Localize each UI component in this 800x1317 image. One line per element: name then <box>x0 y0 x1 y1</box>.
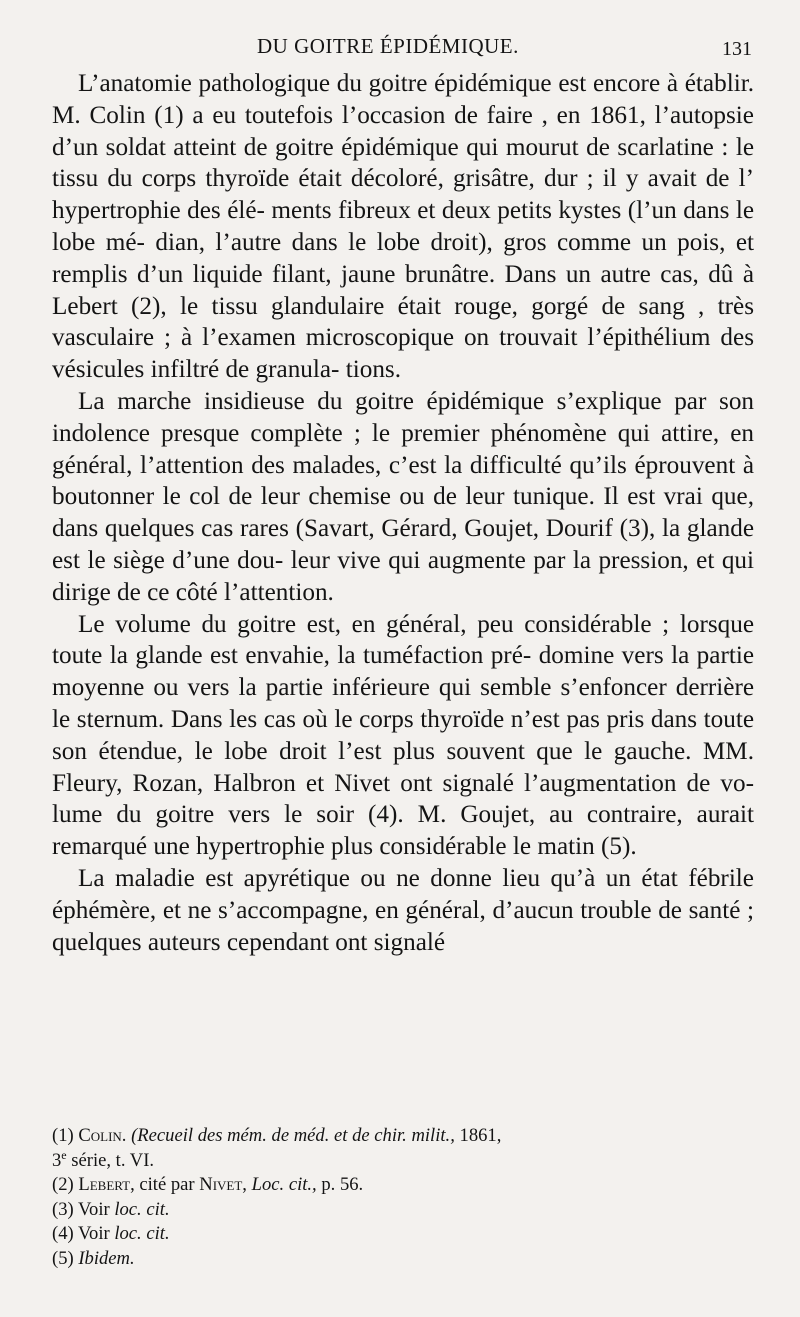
footnote-5 <box>52 1247 754 1272</box>
footnote-text: Voir <box>78 1223 110 1244</box>
footnote-author: Nivet, <box>199 1174 247 1195</box>
footnote-number: (4) <box>52 1223 74 1244</box>
footnote-ref: loc. cit. <box>114 1198 170 1220</box>
text-line: qu’ils éprouvent à boutonner le col de leur chemise ou de <box>52 451 755 511</box>
footnotes <box>52 1124 754 1271</box>
footnote-4 <box>52 1222 754 1247</box>
text-line: L’anatomie pathologique du goitre épidémique est encore <box>78 70 661 97</box>
footnote-author: Colin. <box>78 1125 127 1146</box>
text-line: à établir. M. Colin (1) a eu toutefois l’occasion de faire , <box>52 70 754 129</box>
footnote-1 <box>52 1124 754 1173</box>
text-line: dian, l’autre dans le lobe droit), gros comme un pois, et <box>155 228 755 256</box>
text-line: Gérard, Goujet, Dourif (3), la glande est le siège d’une dou- <box>52 515 754 574</box>
footnote-ref: loc. cit. <box>114 1223 170 1244</box>
text-line: attire, en général, l’attention des malades, c’est la difficulté <box>52 419 754 479</box>
footnote-text: cité par <box>139 1174 195 1195</box>
text-line: Le volume du goitre est, en général, peu considérable ; <box>78 610 670 638</box>
text-line: La marche insidieuse du goitre épidémique s’explique par <box>78 387 707 415</box>
text-line: aurait remarqué une hypertrophie plus considérable le <box>52 801 754 861</box>
text-line: de sang , très vasculaire ; à l’examen microscopique on <box>52 292 754 352</box>
text-line: le lobe droit l’est plus souvent que le gauche. MM. Fleury, <box>52 737 754 797</box>
footnote-number: (2) <box>52 1174 74 1195</box>
footnote-2 <box>52 1173 754 1198</box>
paragraph <box>52 68 754 386</box>
text-line: ments fibreux et deux petits kystes (l’un dans le lobe mé- <box>52 197 755 256</box>
text-line: domine vers la partie moyenne ou vers la partie inférieure <box>52 642 755 702</box>
paragraph <box>52 386 754 609</box>
footnote-page: p. 56. <box>321 1174 364 1195</box>
text-line: cas, dû à Lebert (2), le tissu glandulaire était rouge, gorgé <box>52 260 755 320</box>
footnote-ref: Ibidem. <box>78 1247 135 1269</box>
footnote-number: (1) <box>52 1125 74 1146</box>
text-line: remplis d’un liquide filant, jaune brunâtre. Dans un autre <box>52 260 651 288</box>
body-text <box>52 68 754 958</box>
paragraph <box>52 609 754 863</box>
footnote-number: (5) <box>52 1247 74 1269</box>
footnote-year: 1861, <box>459 1125 502 1146</box>
text-line: en 1861, l’autopsie d’un soldat atteint de goitre épidémique <box>52 101 754 161</box>
footnote-number: (3) <box>52 1198 74 1220</box>
text-line: La maladie est apyrétique ou ne donne lieu qu’à un état <box>78 864 678 892</box>
running-title: DU GOITRE ÉPIDÉMIQUE. <box>257 34 519 58</box>
paragraph <box>52 863 754 958</box>
text-line: lorsque toute la glande est envahie, la tuméfaction pré- <box>52 610 755 670</box>
footnote-text: Voir <box>78 1198 110 1220</box>
footnote-3 <box>52 1198 754 1223</box>
text-line: Rozan, Halbron et Nivet ont signalé l’augmentation de vo- <box>132 769 755 797</box>
page-number: 131 <box>722 38 752 60</box>
footnote-series-rest: série, t. VI. <box>71 1149 155 1171</box>
text-line: où le corps thyroïde n’est pas pris dans toute son étendue, <box>52 705 755 765</box>
text-line: lume du goitre vers le soir (4). M. Goujet, au contraire, <box>52 801 683 829</box>
text-line: matin (5). <box>537 833 637 861</box>
text-line: décoloré, grisâtre, dur ; il y avait de l’ hypertrophie des élé- <box>52 165 755 225</box>
text-line: leur vive qui augmente par la pression, et qui dirige de ce <box>52 546 754 606</box>
text-line: qui semble s’enfoncer derrière le sternum. Dans les cas <box>52 674 755 733</box>
text-line: son indolence presque complète ; le premier phénomène qui <box>52 387 755 447</box>
footnote-source: (Recueil des mém. de méd. et de chir. milit., <box>131 1125 455 1146</box>
text-line: tions. <box>345 356 402 384</box>
footnote-series-sup: e <box>61 1147 67 1162</box>
text-line: trouvait l’épithélium des vésicules infiltré de granula- <box>52 324 754 384</box>
page-header <box>52 34 756 64</box>
text-line: fébrile éphémère, et ne s’accompagne, en général, d’aucun <box>52 864 754 924</box>
footnote-author: Lebert, <box>78 1174 135 1195</box>
text-line: trouble de santé ; quelques auteurs cependant ont signalé <box>52 896 755 956</box>
text-line: leur tunique. Il est vrai que, dans quelques cas rares (Savart, <box>52 483 754 543</box>
text-line: qui mourut de scarlatine : le tissu du corps thyroïde était <box>52 133 754 193</box>
text-line: côté l’attention. <box>175 578 334 606</box>
footnote-ref: Loc. cit., <box>251 1174 317 1195</box>
footnote-series-num: 3 <box>52 1149 62 1171</box>
